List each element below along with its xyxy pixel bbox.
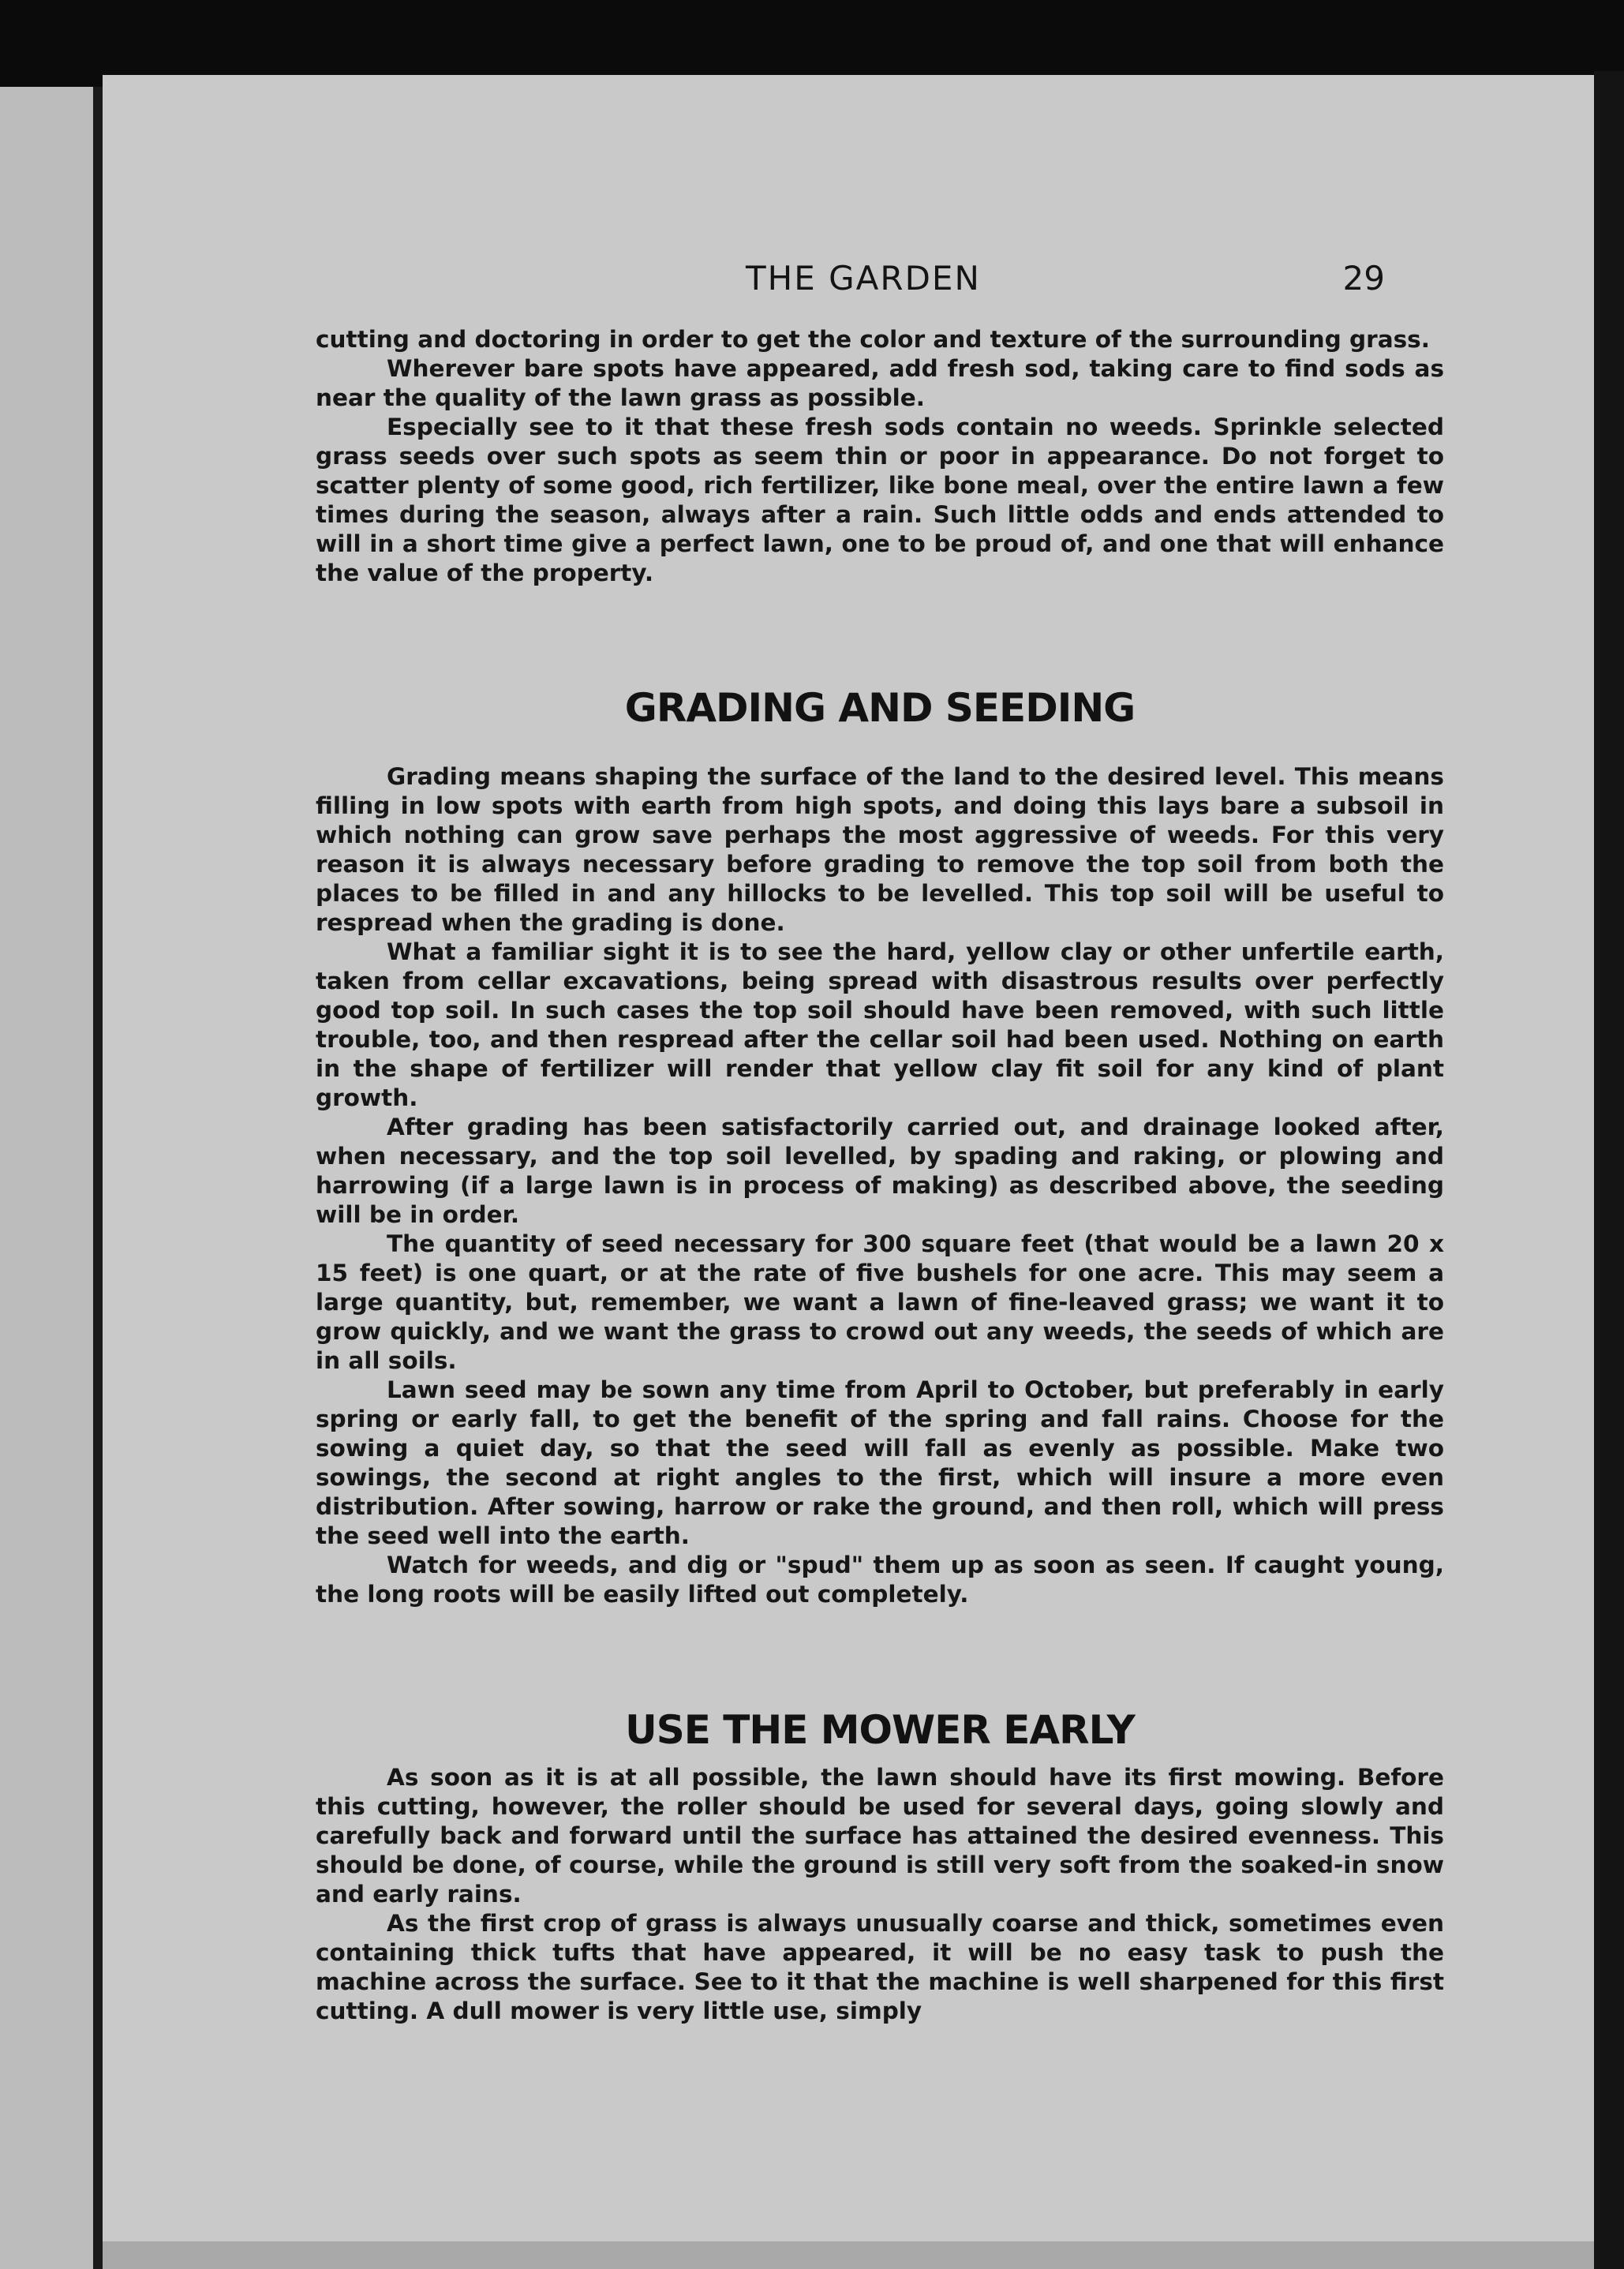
paragraph: Grading means shaping the surface of the land to the desired level. This means filling in low spots with earth from high spots, and doing this lays bare a subsoil in which nothing can grow save perhaps the most aggressive of weeds. For this very reason it is always necessary before grading to remove the top soil from both the places to be filled in and any hillocks to be levelled. This top soil will be useful to respread when the grading is done. <box>316 763 1444 936</box>
section-heading-mower: USE THE MOWER EARLY <box>625 1707 1135 1753</box>
running-title: THE GARDEN <box>746 259 981 298</box>
book-gutter <box>93 87 103 2269</box>
running-header <box>316 259 1444 306</box>
paragraph: Wherever bare spots have appeared, add fresh sod, taking care to find sods as near the quality of the lawn grass as possible. <box>316 355 1444 411</box>
mower-text-block <box>316 1763 1444 2026</box>
paragraph: The quantity of seed necessary for 300 square feet (that would be a lawn 20 x 15 feet) is one quart, or at the rate of five bushels for one acre. This may seem a large quantity, but, remember, we want a lawn of fine-leaved grass; we want it to grow quickly, and we want the grass to crowd out any weeds, the seeds of which are in all soils. <box>316 1230 1444 1374</box>
grading-text-block <box>316 762 1444 1609</box>
page-bottom-margin <box>103 2241 1594 2269</box>
paragraph: After grading has been satisfactorily carried out, and drainage looked after, when necessary, and the top soil levelled, by spading and raking, or plowing and harrowing (if a large lawn is in process of making) as described above, the seeding will be in order. <box>316 1114 1444 1228</box>
section-heading-grading: GRADING AND SEEDING <box>624 685 1136 731</box>
paragraph: As soon as it is at all possible, the lawn should have its first mowing. Before this cutting, however, the roller should be used for several days, going slowly and carefully back and forward until the surface has attained the desired evenness. This should be done, of course, while the ground is still very soft from the soaked-in snow and early rains. <box>316 1764 1444 1908</box>
paragraph: Lawn seed may be sown any time from April to October, but preferably in early spring or early fall, to get the benefit of the spring and fall rains. Choose for the sowing a quiet day, so that the seed will fall as evenly as possible. Make two sowings, the second at right angles to the first, which will insure a more even distribution. After sowing, harrow or rake the ground, and then roll, which will press the seed well into the earth. <box>316 1376 1444 1549</box>
paragraph: Watch for weeds, and dig or "spud" them up as soon as seen. If caught young, the long roots will be easily lifted out completely. <box>316 1552 1444 1608</box>
intro-text-block <box>316 325 1444 588</box>
paragraph: cutting and doctoring in order to get the color and texture of the surrounding grass. <box>316 326 1430 353</box>
page-number: 29 <box>1342 259 1385 298</box>
paragraph: What a familiar sight it is to see the hard, yellow clay or other unfertile earth, taken from cellar excavations, being spread with disastrous results over perfectly good top soil. In such cases the top soil should have been removed, with such little trouble, too, and then respread after the cellar soil had been used. Nothing on earth in the shape of fertilizer will render that yellow clay fit soil for any kind of plant growth. <box>316 938 1444 1111</box>
paragraph: Especially see to it that these fresh sods contain no weeds. Sprinkle selected grass seeds over such spots as seem thin or poor in appearance. Do not forget to scatter plenty of some good, rich fertilizer, like bone meal, over the entire lawn a few times during the season, always after a rain. Such little odds and ends attended to will in a short time give a perfect lawn, one to be proud of, and one that will enhance the value of the property. <box>316 414 1444 586</box>
paragraph: As the first crop of grass is always unusually coarse and thick, sometimes even containing thick tufts that have appeared, it will be no easy task to push the machine across the surface. See to it that the machine is well sharpened for this first cutting. A dull mower is very little use, simply <box>316 1910 1444 2024</box>
page-edge-shadow <box>1594 71 1624 2269</box>
facing-page-edge <box>0 87 96 2269</box>
